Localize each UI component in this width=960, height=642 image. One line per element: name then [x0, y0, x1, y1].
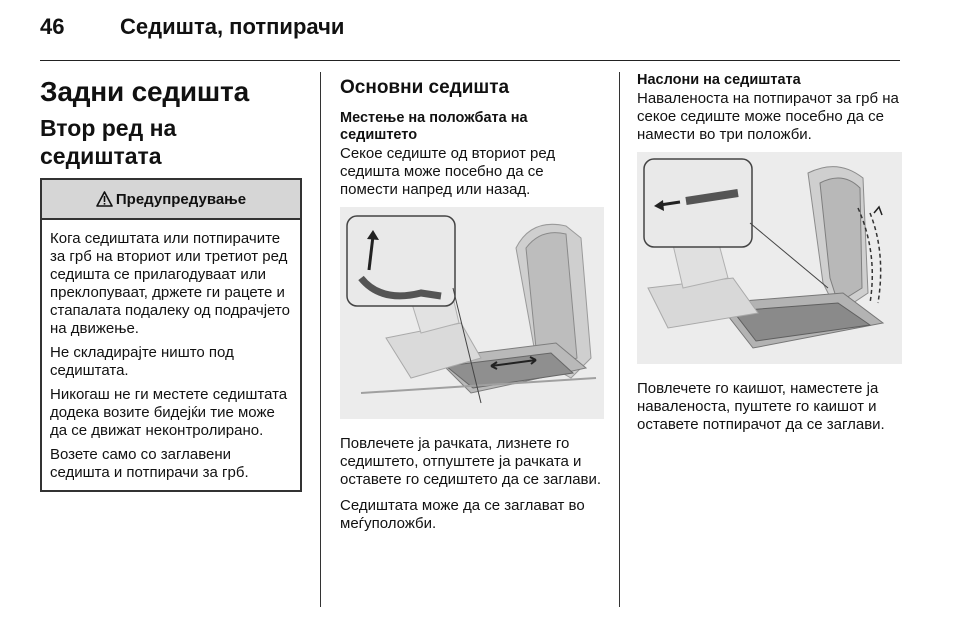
body-paragraph: Седиштата може да се заглават во меѓуположби. [340, 497, 585, 532]
warning-header [42, 180, 300, 220]
warning-label: Предупредување [115, 190, 247, 208]
warning-paragraph: Никогаш не ги местете седиштата додека возите бидејќи тие може да се движат неконтролирано. [50, 386, 288, 439]
warning-paragraph: Не складирајте ништо под седиштата. [50, 344, 234, 379]
header-rule [40, 60, 900, 61]
body-paragraph: Секое седиште од вториот ред седишта може посебно да се помести напред или назад. [340, 145, 556, 198]
seat-slide-drawing [341, 208, 603, 418]
figure-caption: Повлечете го каишот, наместете ја наваленоста, пуштете го каишот и оставете потпирачот да се заглави. [637, 380, 885, 433]
column-divider [619, 72, 620, 607]
body-paragraph: Наваленоста на потпирачот за грб на секое седиште може посебно да се намести во три положби. [637, 90, 899, 143]
backrest-recline-illustration [637, 152, 902, 364]
running-title: Седишта, потпирачи [120, 14, 345, 39]
section-heading: Основни седишта [340, 77, 510, 98]
section-title: Задни седишта [40, 76, 249, 107]
column-3 [637, 72, 900, 442]
column-divider [320, 72, 321, 607]
page-number: 46 [40, 14, 65, 39]
page-header [40, 14, 900, 50]
figure-caption: Повлечете ја рачката, лизнете го седиштето, отпуштете ја рачката и оставете го седиштето да се заглави. [340, 435, 602, 488]
subsection-heading: Местење на положбата на седиштето [340, 110, 528, 143]
warning-paragraph: Возете само со заглавени седишта и потпирачи за грб. [50, 446, 249, 481]
column-2 [340, 72, 602, 541]
warning-paragraph: Кога седиштата или потпирачите за грб на вториот или третиот ред седишта се прилагодуваат или преклопуваат, држете ги рацете и стапалата подалеку од подрачјето на движење. [50, 230, 290, 337]
warning-triangle-icon [96, 191, 113, 207]
seat-slide-illustration [340, 207, 604, 419]
warning-box [40, 178, 302, 492]
warning-body [42, 220, 300, 490]
section-subtitle: Втор ред на седиштата [40, 115, 177, 169]
subsection-heading: Наслони на седиштата [637, 72, 801, 88]
backrest-recline-drawing [638, 153, 901, 363]
column-1 [40, 72, 302, 492]
